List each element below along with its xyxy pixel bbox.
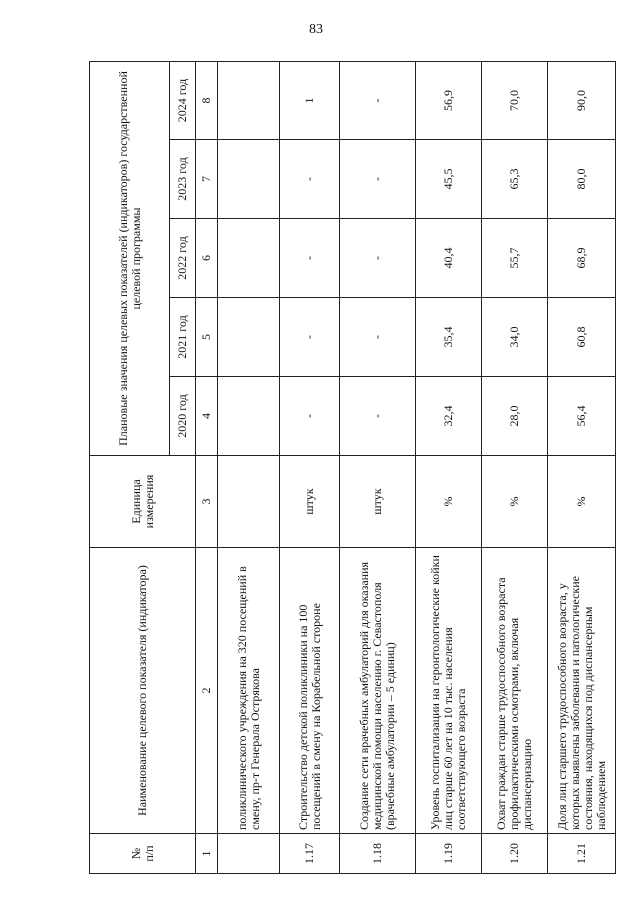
header-year: 2021 год <box>170 298 196 377</box>
value-2020: 32,4 <box>416 377 482 456</box>
column-number: 3 <box>196 456 218 548</box>
header-year: 2024 год <box>170 61 196 139</box>
indicator-name: Охват граждан старше трудоспособного возраста профилактическими осмотрами, включая диспансеризацию <box>482 548 548 834</box>
value-2022: - <box>340 219 416 298</box>
value-2022 <box>218 219 280 298</box>
value-2021 <box>218 298 280 377</box>
unit: % <box>482 456 548 548</box>
value-2024: 1 <box>280 61 340 139</box>
column-number: 4 <box>196 377 218 456</box>
value-2020: - <box>340 377 416 456</box>
value-2022: 40,4 <box>416 219 482 298</box>
indicator-name: Уровень госпитализации на геронтологические койки лиц старше 60 лет на 10 тыс. населения соответствующего возраста <box>416 548 482 834</box>
unit <box>218 456 280 548</box>
header-indicator-name: Наименование целевого показателя (индикатора) <box>90 548 196 834</box>
value-2024: 90,0 <box>548 61 616 139</box>
row-number: 1.21 <box>548 834 616 874</box>
rotated-table-area <box>89 62 608 874</box>
value-2023: 80,0 <box>548 140 616 219</box>
value-2020: - <box>280 377 340 456</box>
value-2023: - <box>340 140 416 219</box>
page-number: 83 <box>309 22 323 37</box>
rotated-table-container <box>89 62 608 874</box>
value-2024: - <box>340 61 416 139</box>
header-year: 2022 год <box>170 219 196 298</box>
column-number: 8 <box>196 61 218 139</box>
value-2021: 60,8 <box>548 298 616 377</box>
indicators-table <box>89 61 616 874</box>
row-number: 1.18 <box>340 834 416 874</box>
value-2021: - <box>280 298 340 377</box>
numbering-row <box>196 61 218 873</box>
table-row <box>416 61 482 873</box>
table-row <box>482 61 548 873</box>
header-row <box>90 61 170 873</box>
column-number: 5 <box>196 298 218 377</box>
table-row <box>280 61 340 873</box>
value-2024 <box>218 61 280 139</box>
value-2024: 70,0 <box>482 61 548 139</box>
header-no: № п/п <box>90 834 196 874</box>
value-2020 <box>218 377 280 456</box>
indicator-name: Строительство детской поликлиники на 100 посещений в смену на Корабельной стороне <box>280 548 340 834</box>
value-2024: 56,9 <box>416 61 482 139</box>
value-2023: 45,5 <box>416 140 482 219</box>
unit: штук <box>340 456 416 548</box>
table-row <box>218 61 280 873</box>
table-row <box>548 61 616 873</box>
row-number: 1.19 <box>416 834 482 874</box>
value-2023 <box>218 140 280 219</box>
value-2023: 65,3 <box>482 140 548 219</box>
value-2020: 28,0 <box>482 377 548 456</box>
header-unit: Единица измерения <box>90 456 196 548</box>
unit: штук <box>280 456 340 548</box>
value-2020: 56,4 <box>548 377 616 456</box>
value-2021: 34,0 <box>482 298 548 377</box>
table-row <box>340 61 416 873</box>
indicator-name: поликлинического учреждения на 320 посещений в смену, пр-т Генерала Острякова <box>218 548 280 834</box>
row-number: 1.20 <box>482 834 548 874</box>
header-plan-values: Плановые значения целевых показателей (индикаторов) государственной целевой программы <box>90 61 170 455</box>
column-number: 1 <box>196 834 218 874</box>
header-year: 2023 год <box>170 140 196 219</box>
value-2023: - <box>280 140 340 219</box>
column-number: 7 <box>196 140 218 219</box>
value-2022: - <box>280 219 340 298</box>
unit: % <box>416 456 482 548</box>
row-number: 1.17 <box>280 834 340 874</box>
unit: % <box>548 456 616 548</box>
value-2022: 55,7 <box>482 219 548 298</box>
value-2021: 35,4 <box>416 298 482 377</box>
indicator-name: Доля лиц старшего трудоспособного возраста, у которых выявлены заболевания и патологические состояния, находящихся под диспансерным наблюдением <box>548 548 616 834</box>
value-2021: - <box>340 298 416 377</box>
value-2022: 68,9 <box>548 219 616 298</box>
header-year: 2020 год <box>170 377 196 456</box>
row-number <box>218 834 280 874</box>
column-number: 6 <box>196 219 218 298</box>
indicator-name: Создание сети врачебных амбулаторий для оказания медицинской помощи населению г. Севастополя (врачебные амбулатории – 5 единиц) <box>340 548 416 834</box>
column-number: 2 <box>196 548 218 834</box>
